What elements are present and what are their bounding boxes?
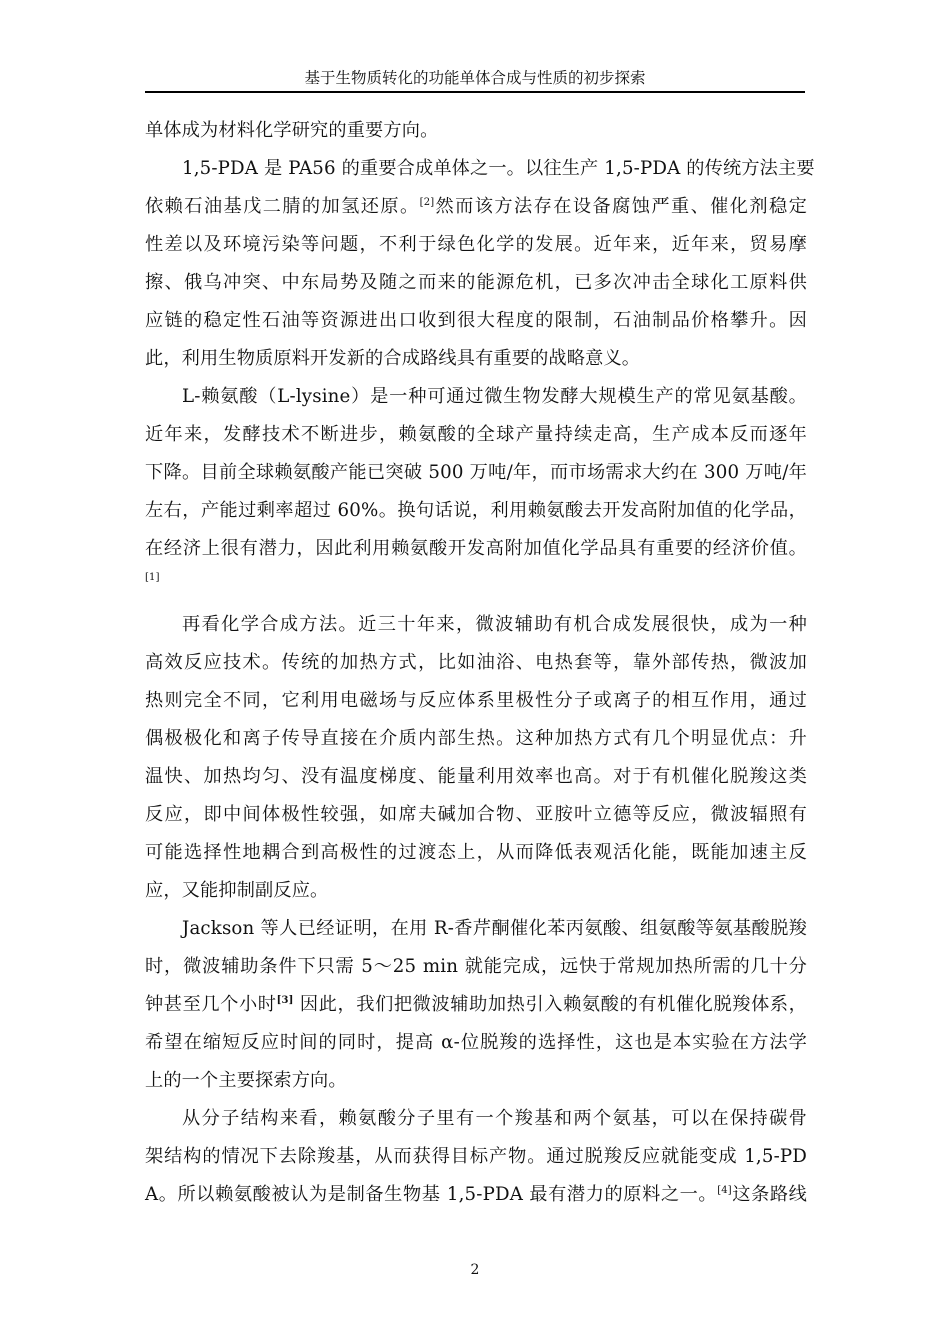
body-line: 在经济上很有潜力，因此利用赖氨酸开发高附加值化学品具有重要的经济价值。 [145, 538, 807, 559]
citation: [4] [717, 1185, 732, 1196]
body-line: 此，利用生物质原料开发新的合成路线具有重要的战略意义。 [145, 348, 641, 369]
body-line: 高效反应技术。传统的加热方式，比如油浴、电热套等，靠外部传热，微波加 [145, 652, 807, 673]
body-line [145, 986, 807, 1024]
running-header [145, 68, 805, 93]
body-line: 擦、俄乌冲突、中东局势及随之而来的能源危机，已多次冲击全球化工原料供 [145, 272, 807, 293]
body-line: 温快、加热均匀、没有温度梯度、能量利用效率也高。对于有机催化脱羧这类 [145, 766, 807, 787]
line-text: A。所以赖氨酸被认为是制备生物基 1,5-PDA 最有潜力的原料之一。 [145, 1184, 718, 1205]
citation: [1] [145, 572, 160, 583]
line-text: 钟甚至几个小时 [145, 994, 277, 1015]
body-line [145, 188, 807, 226]
body-text [145, 112, 815, 1214]
line-text: 然而该方法存在设备腐蚀严重、催化剂稳定 [434, 196, 807, 217]
body-line: 应链的稳定性石油等资源进出口收到很大程度的限制，石油制品价格攀升。因 [145, 310, 807, 331]
body-line: 再看化学合成方法。近三十年来，微波辅助有机合成发展很快，成为一种 [182, 614, 807, 635]
body-line [145, 1176, 807, 1214]
body-line: 上的一个主要探索方向。 [145, 1070, 347, 1091]
header-title: 基于生物质转化的功能单体合成与性质的初步探索 [304, 69, 646, 87]
body-line: 反应，即中间体极性较强，如席夫碱加合物、亚胺叶立德等反应，微波辐照有 [145, 804, 807, 825]
body-line: 近年来，发酵技术不断进步，赖氨酸的全球产量持续走高，生产成本反而逐年 [145, 424, 807, 445]
body-line: 从分子结构来看，赖氨酸分子里有一个羧基和两个氨基，可以在保持碳骨 [182, 1108, 807, 1129]
citation: [3] [276, 995, 294, 1006]
line-text: 因此，我们把微波辅助加热引入赖氨酸的有机催化脱羧体系， [293, 994, 807, 1015]
body-line: 希望在缩短反应时间的同时，提高 α-位脱羧的选择性，这也是本实验在方法学 [145, 1032, 807, 1053]
page-number: 2 [470, 1262, 480, 1278]
body-line: 热则完全不同，它利用电磁场与反应体系里极性分子或离子的相互作用，通过 [145, 690, 807, 711]
body-line: 性差以及环境污染等问题，不利于绿色化学的发展。近年来，近年来，贸易摩 [145, 234, 807, 255]
body-line: 应，又能抑制副反应。 [145, 880, 329, 901]
line-text: 依赖石油基戊二腈的加氢还原。 [145, 196, 420, 217]
body-line: 架结构的情况下去除羧基，从而获得目标产物。通过脱羧反应就能变成 1,5-PD [145, 1146, 807, 1167]
body-line: L-赖氨酸（L-lysine）是一种可通过微生物发酵大规模生产的常见氨基酸。 [182, 386, 807, 407]
body-line: Jackson 等人已经证明，在用 R-香芹酮催化苯丙氨酸、组氨酸等氨基酸脱羧 [182, 918, 807, 939]
body-line: 单体成为材料化学研究的重要方向。 [145, 120, 439, 141]
body-line: 左右，产能过剩率超过 60%。换句话说，利用赖氨酸去开发高附加值的化学品， [145, 500, 807, 521]
body-line: 1,5-PDA 是 PA56 的重要合成单体之一。以往生产 1,5-PDA 的传统方法主要 [182, 158, 815, 179]
body-line: 偶极极化和离子传导直接在介质内部生热。这种加热方式有几个明显优点：升 [145, 728, 807, 749]
body-line: 时，微波辅助条件下只需 5～25 min 就能完成，远快于常规加热所需的几十分 [145, 956, 807, 977]
citation: [2] [419, 197, 435, 208]
body-line: 可能选择性地耦合到高极性的过渡态上，从而降低表观活化能，既能加速主反 [145, 842, 807, 863]
line-text: 这条路线 [731, 1184, 807, 1205]
body-line: 下降。目前全球赖氨酸产能已突破 500 万吨/年，而市场需求大约在 300 万吨/年 [145, 462, 807, 483]
